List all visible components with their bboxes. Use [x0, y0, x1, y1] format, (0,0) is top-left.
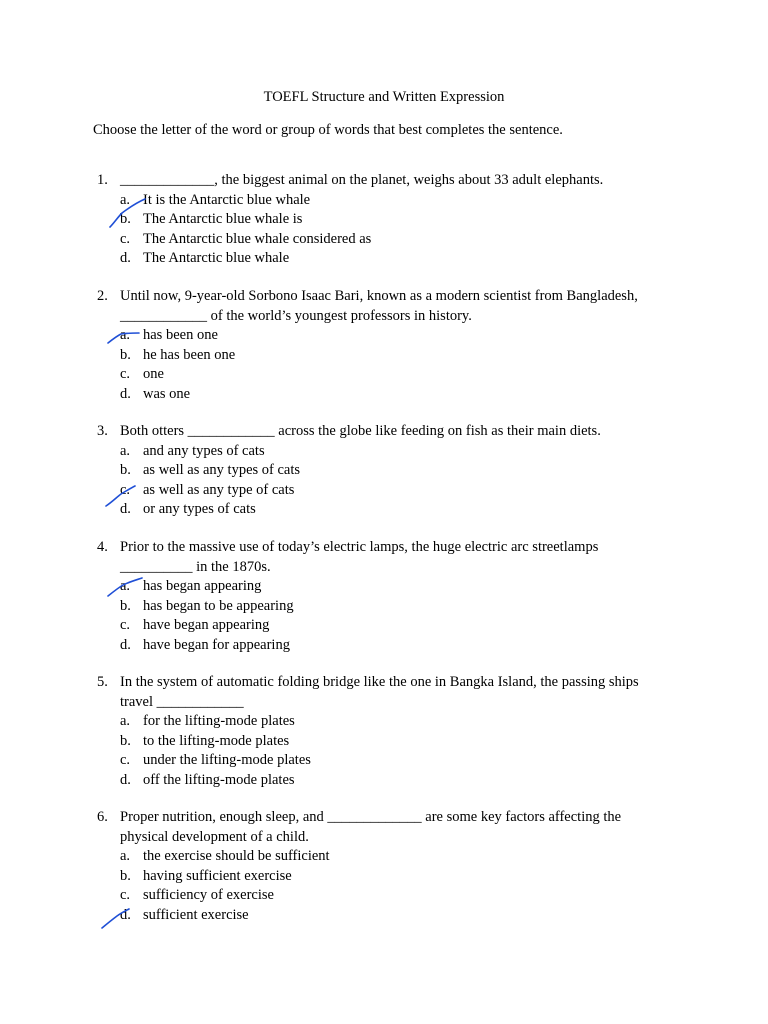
option-letter: c. [120, 481, 131, 498]
option-c [120, 886, 675, 906]
question-3 [97, 422, 675, 520]
option-letter: c. [120, 617, 131, 633]
option-b [120, 597, 675, 617]
option-a [120, 712, 675, 732]
option-d [120, 771, 675, 791]
question-number: 3. [97, 423, 108, 439]
option-b [120, 461, 675, 481]
option-letter: d. [120, 636, 131, 653]
option-text: have began appearing [143, 617, 270, 633]
option-text: The Antarctic blue whale [143, 250, 290, 266]
option-c [120, 230, 675, 250]
option-text: as well as any types of cats [143, 462, 301, 478]
option-letter: d. [120, 385, 131, 402]
option-letter: b. [120, 462, 131, 478]
question-stem: Both otters ____________ across the globe like feeding on fish as their main diets. [120, 423, 601, 439]
option-d [120, 636, 675, 656]
option-b [120, 867, 675, 887]
option-letter: a. [120, 191, 131, 208]
instructions: Choose the letter of the word or group of words that best completes the sentence. [93, 122, 563, 138]
option-text: and any types of cats [143, 442, 265, 459]
option-letter: a. [120, 848, 131, 864]
option-text: It is the Antarctic blue whale [143, 191, 311, 208]
option-letter: a. [120, 713, 131, 729]
option-letter: c. [120, 230, 131, 247]
option-text: sufficient exercise [143, 906, 249, 923]
option-text: The Antarctic blue whale is [143, 211, 303, 227]
option-text: the exercise should be sufficient [143, 848, 330, 864]
option-b [120, 346, 675, 366]
question-2 [97, 287, 675, 404]
option-text: one [143, 366, 164, 382]
option-c [120, 616, 675, 636]
option-a [120, 847, 675, 867]
option-text: having sufficient exercise [143, 867, 292, 884]
option-letter: a. [120, 442, 131, 459]
question-stem: _____________, the biggest animal on the planet, weighs about 33 adult elephants. [120, 172, 604, 188]
option-a [120, 191, 675, 211]
option-letter: d. [120, 250, 131, 266]
option-text: has began to be appearing [143, 597, 294, 614]
question-stem-line-2: travel ____________ [120, 693, 244, 710]
option-a [120, 577, 675, 597]
option-text: The Antarctic blue whale considered as [143, 230, 372, 247]
option-text: under the lifting-mode plates [143, 752, 311, 768]
option-d [120, 385, 675, 405]
option-text: as well as any type of cats [143, 481, 295, 498]
option-letter: b. [120, 346, 131, 363]
question-6 [97, 808, 675, 925]
option-text: to the lifting-mode plates [143, 732, 290, 749]
option-b [120, 210, 675, 230]
option-text: have began for appearing [143, 636, 290, 653]
option-letter: c. [120, 752, 131, 768]
option-c [120, 751, 675, 771]
option-text: was one [143, 385, 191, 402]
option-letter: d. [120, 771, 131, 788]
option-c [120, 481, 675, 501]
question-stem-line-2: ____________ of the world’s youngest professors in history. [120, 307, 472, 324]
question-5 [97, 673, 675, 790]
option-text: or any types of cats [143, 501, 256, 517]
question-number: 4. [97, 539, 108, 555]
page-title: TOEFL Structure and Written Expression [263, 89, 505, 105]
question-stem-line-1: In the system of automatic folding bridge like the one in Bangka Island, the passing ships [120, 674, 639, 690]
option-text: has began appearing [143, 578, 262, 594]
option-letter: d. [120, 906, 131, 923]
option-text: for the lifting-mode plates [143, 713, 295, 729]
option-text: has been one [143, 327, 218, 343]
option-letter: d. [120, 501, 131, 517]
option-letter: b. [120, 211, 131, 227]
question-stem-line-1: Proper nutrition, enough sleep, and _____________ are some key factors affecting the [120, 809, 622, 825]
question-1 [97, 171, 675, 269]
question-stem-line-2: __________ in the 1870s. [120, 558, 271, 575]
option-letter: b. [120, 732, 131, 749]
option-text: off the lifting-mode plates [143, 771, 295, 788]
question-number: 6. [97, 809, 108, 825]
question-4 [97, 538, 675, 655]
question-number: 1. [97, 172, 108, 188]
question-number: 2. [97, 288, 108, 304]
option-d [120, 906, 675, 926]
option-letter: a. [120, 578, 131, 594]
option-letter: b. [120, 867, 131, 884]
question-number: 5. [97, 674, 108, 690]
option-b [120, 732, 675, 752]
option-d [120, 249, 675, 269]
option-letter: c. [120, 887, 131, 903]
option-d [120, 500, 675, 520]
option-letter: a. [120, 327, 131, 343]
option-a [120, 442, 675, 462]
option-text: he has been one [143, 346, 236, 363]
question-stem-line-1: Until now, 9-year-old Sorbono Isaac Bari, known as a modern scientist from Bangladesh, [120, 288, 638, 304]
question-stem-line-1: Prior to the massive use of today’s electric lamps, the huge electric arc streetlamps [120, 539, 599, 555]
option-c [120, 365, 675, 385]
option-a [120, 326, 675, 346]
question-stem-line-2: physical development of a child. [120, 828, 309, 845]
option-letter: b. [120, 597, 131, 614]
option-letter: c. [120, 366, 131, 382]
option-text: sufficiency of exercise [143, 887, 274, 903]
